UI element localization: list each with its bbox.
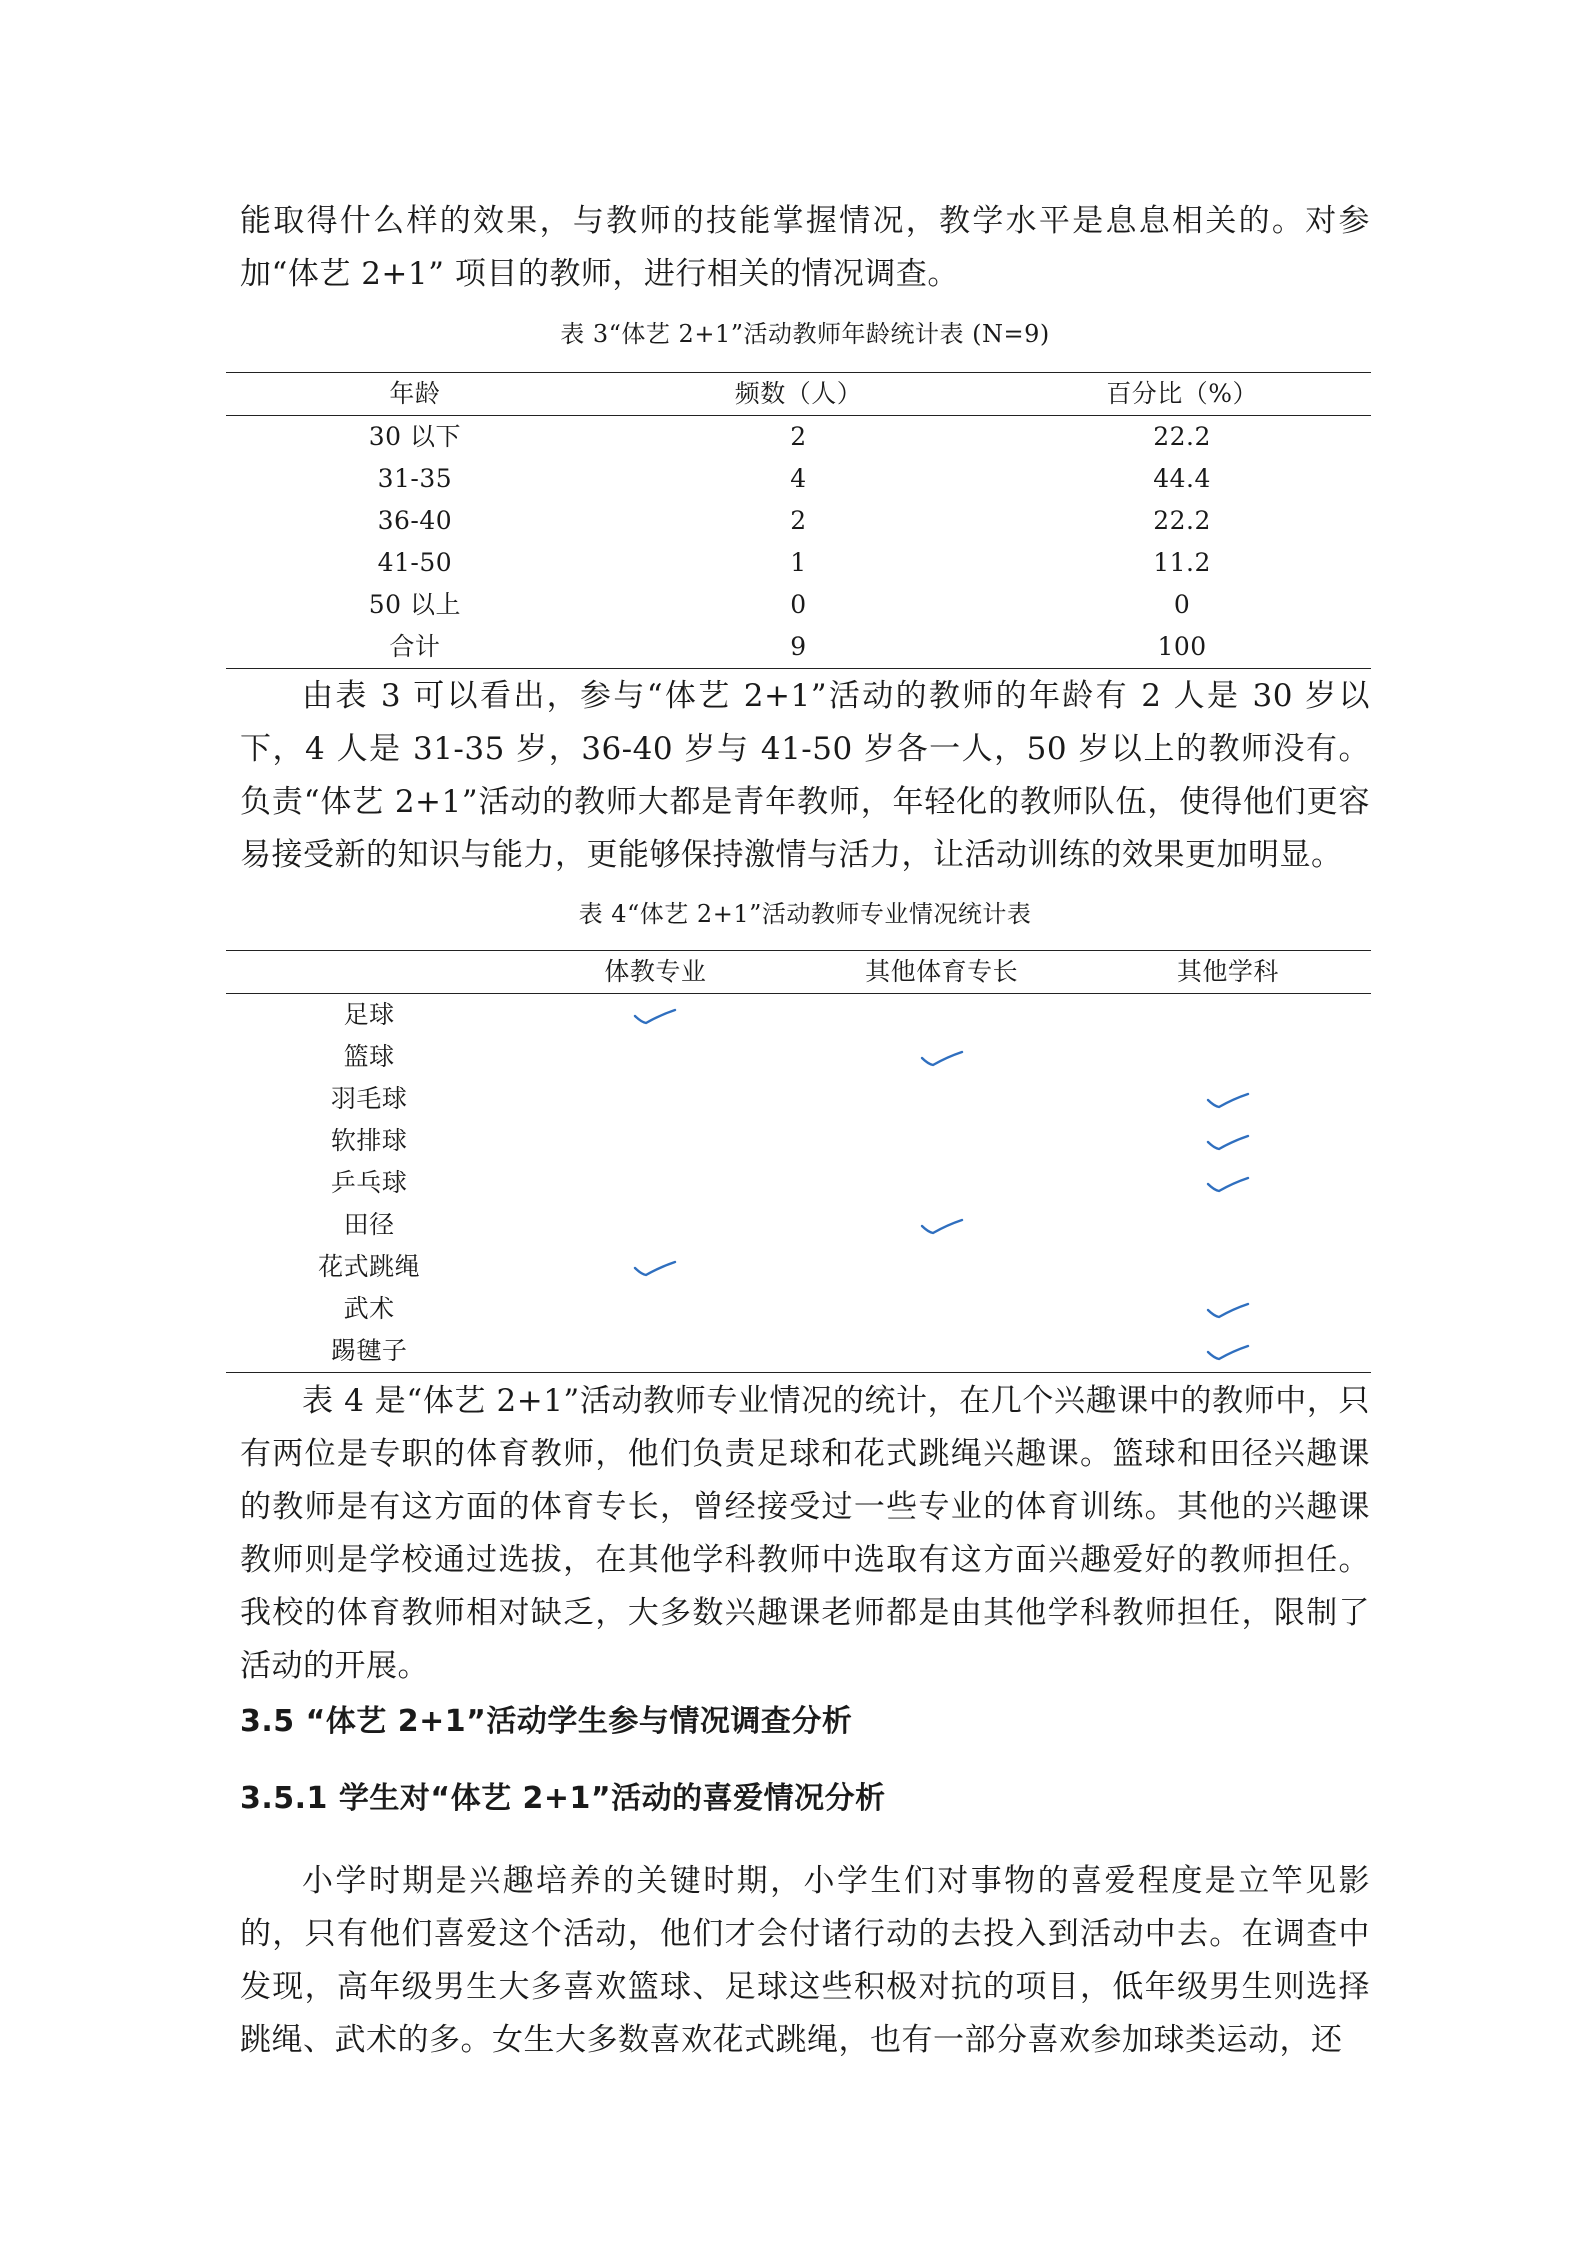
- table3-header-row: [226, 373, 1371, 416]
- table4-cell-mark: [512, 1078, 798, 1120]
- table3-cell-percent: 11.2: [1153, 548, 1211, 577]
- table4-cell-mark: [512, 1330, 798, 1373]
- table3-caption: 表 3“体艺 2+1”活动教师年龄统计表 (N=9): [560, 320, 1050, 348]
- table3-cell-frequency: 0: [790, 590, 807, 619]
- table3-cell-frequency: 4: [790, 464, 807, 493]
- table4-cell-mark: [799, 1246, 1085, 1288]
- table4-cell-mark: [1085, 1204, 1371, 1246]
- table3-cell-frequency: 9: [604, 626, 993, 669]
- table3-header-age: 年龄: [226, 373, 604, 416]
- table4-cell-sport: 篮球: [343, 1042, 395, 1071]
- table4-cell-sport: 花式跳绳: [318, 1252, 421, 1281]
- table-row: [226, 1120, 1371, 1162]
- table4-cell-mark: [1085, 1162, 1371, 1204]
- table-row: [226, 1078, 1371, 1120]
- table4-cell-mark: [1085, 1078, 1371, 1120]
- table4-caption: 表 4“体艺 2+1”活动教师专业情况统计表: [578, 900, 1032, 928]
- table4-cell-sport: 田径: [343, 1210, 395, 1239]
- table-row: [226, 1204, 1371, 1246]
- table4-cell-mark: [512, 1288, 798, 1330]
- table3-cell-age: 50 以上: [368, 590, 462, 619]
- table4-cell-mark: [799, 1120, 1085, 1162]
- table4-cell-mark: [1085, 994, 1371, 1037]
- table4-cell-mark: [799, 1036, 1085, 1078]
- table4-cell-mark: [512, 1246, 798, 1288]
- table-row: [226, 500, 1371, 542]
- table4-header-other-sport: 其他体育专长: [799, 951, 1085, 994]
- table3-cell-frequency: 2: [790, 422, 807, 451]
- final-paragraph: 小学时期是兴趣培养的关键时期，小学生们对事物的喜爱程度是立竿见影的，只有他们喜爱这个活动，他们才会付诸行动的去投入到活动中去。在调查中发现，高年级男生大多喜欢篮球、足球这些积极对抗的项目，低年级男生则选择跳绳、武术的多。女生大多数喜欢花式跳绳，也有一部分喜欢参加球类运动，还: [240, 1863, 1370, 2058]
- table4-cell-mark: [799, 994, 1085, 1037]
- table4-header-row: [226, 951, 1371, 994]
- table4-cell-mark: [512, 1036, 798, 1078]
- table3-age-statistics: [226, 372, 1371, 669]
- table3-cell-age: 30 以下: [368, 422, 462, 451]
- checkmark-icon: [1205, 1174, 1251, 1196]
- table3-cell-age: 合计: [226, 626, 604, 669]
- table3-cell-frequency: 1: [790, 548, 807, 577]
- table4-cell-mark: [1085, 1330, 1371, 1373]
- checkmark-icon: [919, 1216, 965, 1238]
- table3-cell-percent: 100: [993, 626, 1371, 669]
- checkmark-icon: [1205, 1300, 1251, 1322]
- table3-cell-age: 41-50: [377, 548, 453, 577]
- table3-cell-frequency: 2: [790, 506, 807, 535]
- table3-cell-percent: 22.2: [1153, 506, 1211, 535]
- table4-cell-sport: 武术: [343, 1294, 395, 1323]
- table4-cell-mark: [799, 1330, 1085, 1373]
- final-block: [240, 1855, 1370, 2067]
- table4-cell-sport: 踢毽子: [226, 1330, 512, 1373]
- table3-header-percent: 百分比（%）: [993, 373, 1371, 416]
- table4-analysis-paragraph: 表 4 是“体艺 2+1”活动教师专业情况的统计，在几个兴趣课中的教师中，只有两位是专职的体育教师，他们负责足球和花式跳绳兴趣课。篮球和田径兴趣课的教师是有这方面的体育专长，曾经接受过一些专业的体育训练。其他的兴趣课教师则是学校通过选拔，在其他学科教师中选取有这方面兴趣爱好的教师担任。我校的体育教师相对缺乏，大多数兴趣课老师都是由其他学科教师担任，限制了活动的开展。: [240, 1383, 1370, 1684]
- table4-cell-sport: 软排球: [330, 1126, 408, 1155]
- table-row: [226, 1162, 1371, 1204]
- checkmark-icon: [1205, 1090, 1251, 1112]
- table4-cell-mark: [512, 1120, 798, 1162]
- table3-analysis-block: [240, 670, 1370, 882]
- checkmark-icon: [1205, 1342, 1251, 1364]
- table4-cell-mark: [1085, 1120, 1371, 1162]
- table4-cell-mark: [512, 1204, 798, 1246]
- checkmark-icon: [919, 1048, 965, 1070]
- intro-block: [240, 195, 1370, 301]
- table4-cell-mark: [799, 1078, 1085, 1120]
- table-row: [226, 416, 1371, 459]
- table-row: [226, 994, 1371, 1037]
- section-heading: 3.5 “体艺 2+1”活动学生参与情况调查分析: [240, 1704, 853, 1739]
- subsection-heading: 3.5.1 学生对“体艺 2+1”活动的喜爱情况分析: [240, 1781, 886, 1816]
- table4-cell-mark: [799, 1162, 1085, 1204]
- table-row: [226, 1330, 1371, 1373]
- table4-cell-sport: 羽毛球: [330, 1084, 408, 1113]
- table-row: [226, 584, 1371, 626]
- table4-cell-sport: 足球: [343, 1000, 395, 1029]
- table4-cell-mark: [512, 1162, 798, 1204]
- table4-cell-sport: 乒乓球: [330, 1168, 408, 1197]
- table-row: [226, 542, 1371, 584]
- table4-cell-mark: [799, 1204, 1085, 1246]
- table-row: [226, 1288, 1371, 1330]
- checkmark-icon: [632, 1258, 678, 1280]
- checkmark-icon: [1205, 1132, 1251, 1154]
- table4-header-pe-major: 体教专业: [512, 951, 798, 994]
- table4-header-blank: [226, 951, 512, 994]
- table-row: [226, 626, 1371, 669]
- table4-cell-mark: [1085, 1036, 1371, 1078]
- table4-cell-mark: [1085, 1246, 1371, 1288]
- table4-teacher-major: [226, 950, 1371, 1373]
- table4-header-other-subject: 其他学科: [1085, 951, 1371, 994]
- table3-cell-age: 36-40: [377, 506, 453, 535]
- checkmark-icon: [632, 1006, 678, 1028]
- table4-cell-mark: [799, 1288, 1085, 1330]
- table4-cell-mark: [1085, 1288, 1371, 1330]
- table3-cell-percent: 0: [1173, 590, 1191, 619]
- table4-cell-mark: [512, 994, 798, 1037]
- table3-cell-percent: 22.2: [1153, 422, 1211, 451]
- intro-paragraph: 能取得什么样的效果，与教师的技能掌握情况，教学水平是息息相关的。对参加“体艺 2+1” 项目的教师，进行相关的情况调查。: [240, 203, 1370, 292]
- table3-cell-age: 31-35: [377, 464, 453, 493]
- table3-header-frequency: 频数（人）: [604, 373, 993, 416]
- table3-analysis-paragraph: 由表 3 可以看出，参与“体艺 2+1”活动的教师的年龄有 2 人是 30 岁以下，4 人是 31-35 岁，36-40 岁与 41-50 岁各一人，50 岁以上的教师没有。负责“体艺 2+1”活动的教师大都是青年教师，年轻化的教师队伍，使得他们更容易接受新的知识与能力，更能够保持激情与活力，让活动训练的效果更加明显。: [240, 678, 1370, 873]
- table-row: [226, 458, 1371, 500]
- table3-cell-percent: 44.4: [1153, 464, 1211, 493]
- table-row: [226, 1036, 1371, 1078]
- table-row: [226, 1246, 1371, 1288]
- table4-analysis-block: [240, 1375, 1370, 1693]
